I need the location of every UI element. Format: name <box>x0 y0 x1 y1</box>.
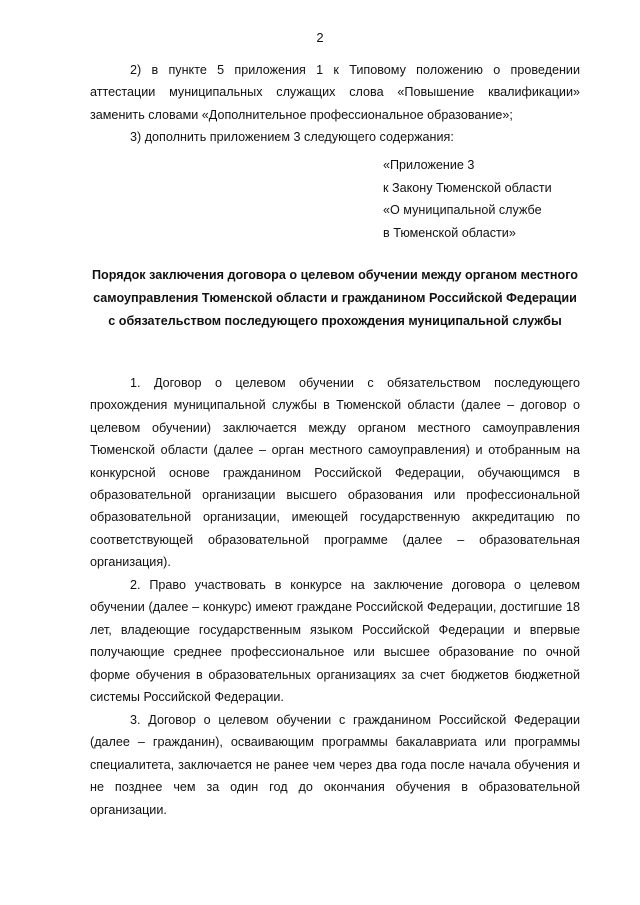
clause-1: 1. Договор о целевом обучении с обязательством последующего прохождения муниципальной службы в Тюменской области (далее – договор о целевом обучении) заключается между органом местного самоуправления Тюменской области (далее – орган местного самоуправления) и отобранным на конкурсной основе гражданином Российской Федерации, обучающимся в образовательной организации высшего образования или профессиональной образовательной организации, имеющей государственную аккредитацию по соответствующей образовательной программе (далее – образовательная организация). <box>90 376 580 570</box>
section-title: Порядок заключения договора о целевом обучении между органом местного самоуправления Тюменской области и гражданином Российской Федерации с обязательством последующего прохождения муниципальной службы <box>92 268 578 328</box>
clause-2: 2. Право участвовать в конкурсе на заключение договора о целевом обучении (далее – конкурс) имеют граждане Российской Федерации, достигшие 18 лет, владеющие государственным языком Российской Федерации и впервые получающие среднее профессиональное или высшее образование по очной форме обучения в образовательных организациях за счет бюджетов бюджетной системы Российской Федерации. <box>90 578 580 705</box>
page-number: 2 <box>316 30 324 45</box>
appendix-header-line: в Тюменской области» <box>383 225 516 240</box>
appendix-header-line: к Закону Тюменской области <box>383 180 552 195</box>
amendment-item-2: 2) в пункте 5 приложения 1 к Типовому положению о проведении аттестации муниципальных служащих слова «Повышение квалификации» заменить словами «Дополнительное профессиональное образование»; <box>90 63 580 122</box>
clause-3: 3. Договор о целевом обучении с гражданином Российской Федерации (далее – гражданин), осваивающим программы бакалавриата или программы специалитета, заключается не ранее чем через два года после начала обучения и не позднее чем за один год до окончания обучения в образовательной организации. <box>90 713 580 817</box>
appendix-header-line: «Приложение 3 <box>383 158 475 172</box>
amendment-item-3: 3) дополнить приложением 3 следующего содержания: <box>130 130 454 144</box>
appendix-header <box>383 154 623 244</box>
appendix-header-line: «О муниципальной службе <box>383 203 542 217</box>
